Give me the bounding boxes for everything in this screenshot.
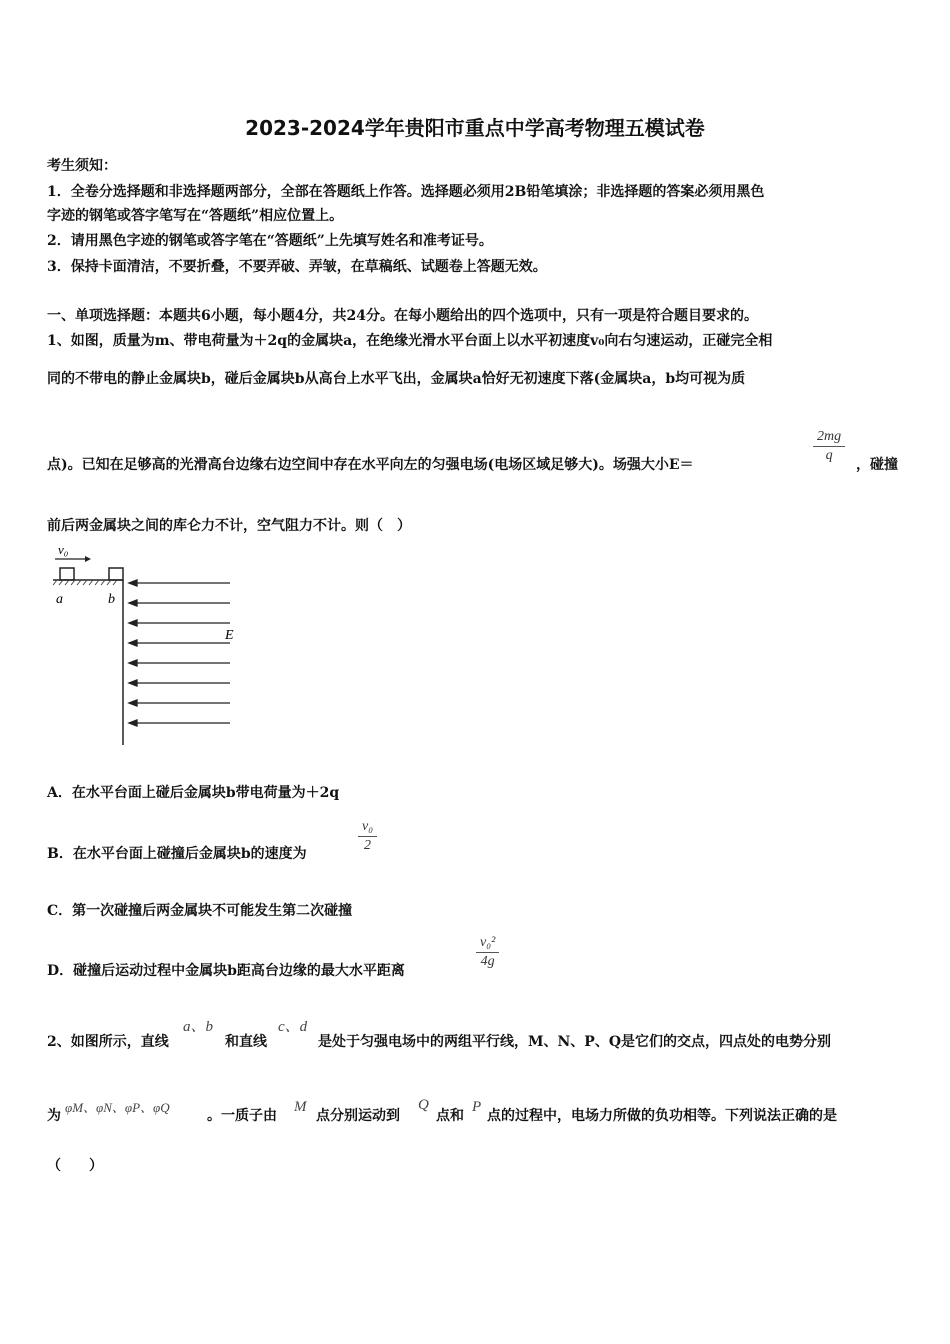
fraction-numerator: v₀ (358, 818, 377, 837)
q2-text: 为 (47, 1108, 61, 1124)
distance-fraction (476, 934, 499, 971)
label-e: E (225, 628, 234, 643)
q2-text: 和直线 (225, 1034, 267, 1050)
q2-lines-ab: a、b (183, 1019, 214, 1035)
label-b: b (108, 592, 115, 607)
q1-text: 1、如图，质量为m、带电荷量为＋2q的金属块a，在绝缘光滑水平台面上以水平初速度v₀向右匀速运动，正碰完全相 (47, 333, 773, 349)
q2-text: 点和 (436, 1108, 464, 1124)
q1-text: 同的不带电的静止金属块b，碰后金属块b从高台上水平飞出，金属块a恰好无初速度下落(金属块a，b均可视为质 (47, 371, 746, 387)
fraction-numerator: v₀² (476, 934, 499, 953)
q1-text: 点)。已知在足够高的光滑高台边缘右边空间中存在水平向左的匀强电场(电场区域足够大)。场强大小E＝ (47, 457, 694, 473)
notice-item: 3．保持卡面清洁，不要折叠，不要弄破、弄皱，在草稿纸、试题卷上答题无效。 (47, 259, 547, 275)
q2-point-p: P (472, 1099, 482, 1115)
field-lines (129, 580, 230, 726)
page-title: 2023-2024学年贵阳市重点中学高考物理五模试卷 (245, 116, 705, 140)
q2-text: 是处于匀强电场中的两组平行线，M、N、P、Q是它们的交点，四点处的电势分别 (318, 1034, 832, 1050)
q1-text: ，碰撞 (856, 457, 898, 473)
q2-text: 。一质子由 (207, 1108, 277, 1124)
section-heading: 一、单项选择题：本题共6小题，每小题4分，共24分。在每小题给出的四个选项中，只有一项是符合题目要求的。 (47, 308, 758, 324)
fraction-denominator: q (825, 448, 833, 463)
q2-answer-blank: （ ） (47, 1158, 103, 1174)
fraction-numerator: 2mg (813, 428, 845, 447)
q1-figure (45, 540, 250, 750)
block-b (109, 568, 123, 580)
notice-item: 1．全卷分选择题和非选择题两部分，全部在答题纸上作答。选择题必须用2B铅笔填涂；非选择题的答案必须用黑色 (47, 184, 765, 200)
q2-point-m: M (294, 1099, 307, 1115)
q2-text: 2、如图所示，直线 (47, 1034, 169, 1050)
notice-item: 字迹的钢笔或答字笔写在“答题纸”相应位置上。 (47, 208, 344, 224)
q2-point-q: Q (418, 1097, 429, 1113)
fraction-denominator: 2 (364, 838, 372, 853)
field-fraction (813, 428, 845, 465)
q2-potentials: φM、φN、φP、φQ (65, 1100, 170, 1115)
notice-item: 2．请用黑色字迹的钢笔或答字笔在“答题纸”上先填写姓名和准考证号。 (47, 233, 493, 249)
option-c[interactable]: C．第一次碰撞后两金属块不可能发生第二次碰撞 (47, 903, 353, 919)
velocity-label: v₀ (58, 542, 69, 557)
option-b[interactable]: B．在水平台面上碰撞后金属块b的速度为 (47, 846, 307, 862)
label-a: a (56, 592, 63, 607)
fraction-denominator: 4g (480, 954, 495, 969)
q2-text: 点的过程中，电场力所做的负功相等。下列说法正确的是 (487, 1108, 837, 1124)
option-d[interactable]: D．碰撞后运动过程中金属块b距高台边缘的最大水平距离 (47, 963, 405, 979)
velocity-arrowhead (85, 556, 91, 562)
q2-text: 点分别运动到 (316, 1108, 400, 1124)
q2-lines-cd: c、d (278, 1019, 308, 1035)
option-a[interactable]: A．在水平台面上碰后金属块b带电荷量为＋2q (47, 785, 340, 801)
velocity-fraction (358, 818, 377, 855)
block-a (60, 568, 74, 580)
q1-text: 前后两金属块之间的库仑力不计，空气阻力不计。则（ ） (47, 518, 411, 534)
notice-heading: 考生须知： (47, 158, 117, 174)
